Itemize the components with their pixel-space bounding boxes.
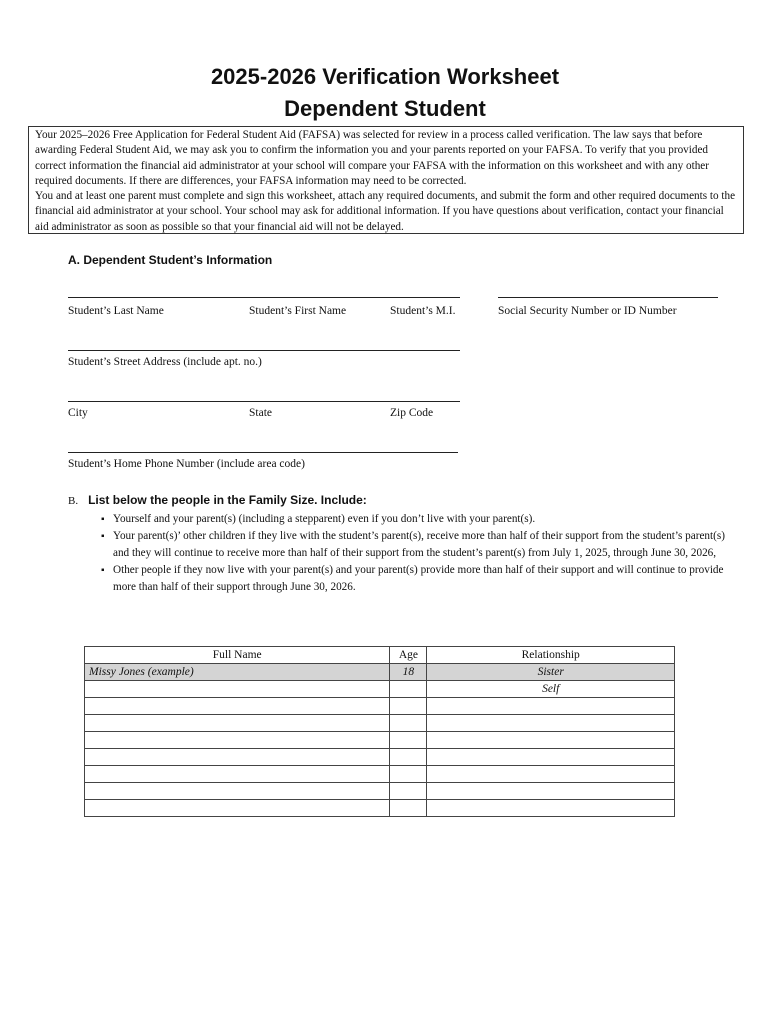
relationship-header: Relationship [427,647,675,664]
relationship-cell[interactable] [427,732,675,749]
age-cell: 18 [390,664,427,681]
full-name-cell: Missy Jones (example) [85,664,390,681]
intro-paragraph-1: Your 2025–2026 Free Application for Federal Student Aid (FAFSA) was selected for review in a process called verification. The law says that before awarding Federal Student Aid, we may ask you to confirm the information you and your parents reported on your FAFSA. To verify that you provided correct information the financial aid administrator at your school will compare your FAFSA with the information on this worksheet and with any other required documents. If there are differences, your FAFSA information may need to be corrected. [35,129,709,187]
state-label: State [249,407,272,419]
full-name-cell[interactable] [85,698,390,715]
phone-label: Student’s Home Phone Number (include area code) [68,458,305,470]
section-b-heading [68,493,367,508]
intro-box [28,126,744,234]
full-name-cell[interactable] [85,766,390,783]
age-cell[interactable] [390,749,427,766]
ssn-label: Social Security Number or ID Number [498,305,677,317]
relationship-cell[interactable] [427,749,675,766]
zip-label: Zip Code [390,407,434,419]
full-name-cell[interactable] [85,783,390,800]
city-state-zip-line[interactable] [68,401,460,402]
relationship-cell: Self [427,681,675,698]
table-row [85,681,675,698]
family-size-rules [100,511,730,596]
full-name-cell[interactable] [85,800,390,817]
age-cell[interactable] [390,800,427,817]
table-row [85,783,675,800]
relationship-cell[interactable] [427,800,675,817]
example-row [85,664,675,681]
age-cell[interactable] [390,766,427,783]
rule-item: ▪ Other people if they now live with your parent(s) and your parent(s) provide more than half of their support and will continue to provide more than half of their support through June 30, 2026. [100,562,730,596]
section-a-heading: A. Dependent Student’s Information [68,253,273,267]
age-cell[interactable] [390,698,427,715]
ssn-line[interactable] [498,297,718,298]
relationship-cell[interactable] [427,698,675,715]
full-name-cell[interactable] [85,681,390,698]
full-name-cell[interactable] [85,749,390,766]
middle-initial-label: Student’s M.I. [390,305,456,317]
age-header: Age [390,647,427,664]
table-header-row [85,647,675,664]
table-row [85,800,675,817]
rule-item: ▪ Your parent(s)’ other children if they live with the student’s parent(s), receive more than half of their support from the student’s parent(s) and they will continue to receive more than half of their support from the student’s parent(s) from July 1, 2025, through June 30, 2026, [100,528,730,562]
intro-paragraph-2: You and at least one parent must complete and sign this worksheet, attach any required documents, and submit the form and other required documents to the financial aid administrator at your school. Your school may ask for additional information. If you have questions about verification, contact your financial aid administrator as soon as possible so that your financial aid will not be delayed. [35,190,736,233]
worksheet-title: 2025-2026 Verification Worksheet [210,64,560,89]
table-row [85,698,675,715]
table-row [85,715,675,732]
section-b-title: List below the people in the Family Size. Include: [88,493,367,507]
city-label: City [68,407,88,419]
full-name-header: Full Name [85,647,390,664]
student-name-line[interactable] [68,297,460,298]
full-name-cell[interactable] [85,732,390,749]
table-row [85,766,675,783]
full-name-cell[interactable] [85,715,390,732]
worksheet-subtitle: Dependent Student [284,96,486,121]
last-name-label: Student’s Last Name [68,305,164,317]
address-line[interactable] [68,350,460,351]
family-members-table [84,646,675,817]
phone-line[interactable] [68,452,458,453]
table-row [85,749,675,766]
table-row [85,732,675,749]
section-b-letter: B. [68,495,79,507]
relationship-cell: Sister [427,664,675,681]
age-cell[interactable] [390,715,427,732]
age-cell[interactable] [390,681,427,698]
relationship-cell[interactable] [427,715,675,732]
address-label: Student’s Street Address (include apt. no.) [68,356,262,368]
age-cell[interactable] [390,783,427,800]
relationship-cell[interactable] [427,766,675,783]
first-name-label: Student’s First Name [249,305,347,317]
age-cell[interactable] [390,732,427,749]
rule-item: ▪ Yourself and your parent(s) (including a stepparent) even if you don’t live with your parent(s). [100,511,730,528]
relationship-cell[interactable] [427,783,675,800]
